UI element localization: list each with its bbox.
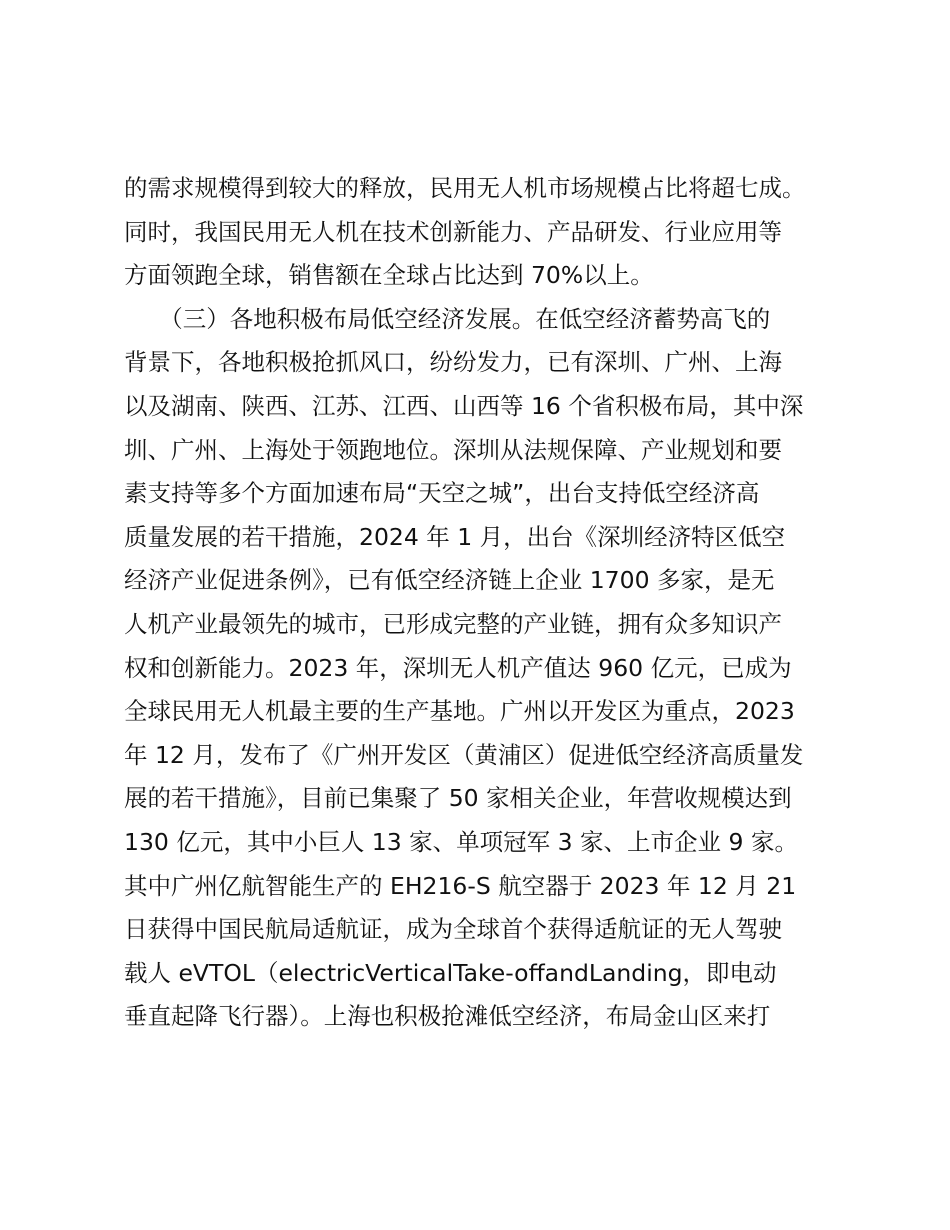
text-line: 质量发展的若干措施，2024 年 1 月，出台《深圳经济特区低空 [124, 522, 786, 551]
text-line: 以及湖南、陕西、江苏、江西、山西等 16 个省积极布局，其中深 [124, 391, 804, 420]
text-line: 其中广州亿航智能生产的 EH216-S 航空器于 2023 年 12 月 21 [124, 871, 797, 900]
text-line: 同时，我国民用无人机在技术创新能力、产品研发、行业应用等 [124, 217, 782, 246]
text-line: 素支持等多个方面加速布局“天空之城”，出台支持低空经济高 [124, 479, 760, 508]
text-line: 经济产业促进条例》，已有低空经济链上企业 1700 多家，是无 [124, 566, 775, 595]
body-paragraphs [124, 167, 836, 1039]
text-line: 全球民用无人机最主要的生产基地。广州以开发区为重点，2023 [124, 697, 795, 726]
text-line: 方面领跑全球，销售额在全球占比达到 70%以上。 [124, 261, 654, 290]
text-line: 权和创新能力。2023 年，深圳无人机产值达 960 亿元，已成为 [124, 653, 792, 682]
text-line: 130 亿元，其中小巨人 13 家、单项冠军 3 家、上市企业 9 家。 [124, 827, 798, 856]
text-line: 垂直起降飞行器）。上海也积极抢滩低空经济，布局金山区来打 [124, 1002, 771, 1031]
text-line: 背景下，各地积极抢抓风口，纷纷发力，已有深圳、广州、上海 [124, 348, 782, 377]
text-line: 圳、广州、上海处于领跑地位。深圳从法规保障、产业规划和要 [124, 435, 782, 464]
text-line: 人机产业最领先的城市，已形成完整的产业链，拥有众多知识产 [124, 609, 782, 638]
text-line: 载人 eVTOL（electricVerticalTake-offandLanding，即电动 [124, 958, 777, 987]
text-line: 年 12 月，发布了《广州开发区（黄浦区）促进低空经济高质量发 [124, 740, 804, 769]
text-line: 日获得中国民航局适航证，成为全球首个获得适航证的无人驾驶 [124, 915, 782, 944]
text-line: 的需求规模得到较大的释放，民用无人机市场规模占比将超七成。 [124, 174, 806, 202]
text-line: 展的若干措施》，目前已集聚了 50 家相关企业，年营收规模达到 [124, 784, 792, 813]
section-heading-line: （三）各地积极布局低空经济发展。在低空经济蓄势高飞的 [124, 304, 771, 333]
